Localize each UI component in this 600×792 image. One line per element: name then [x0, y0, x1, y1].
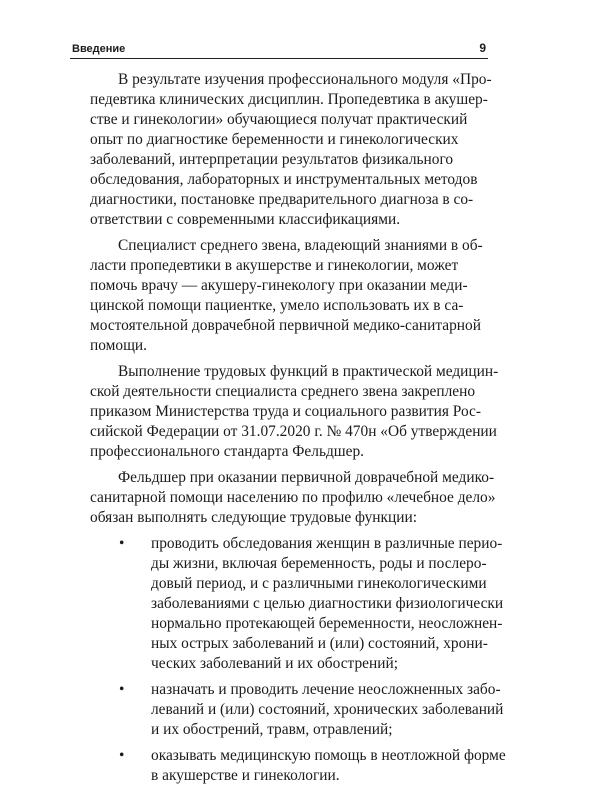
text-line: заболеваниями с целью диагностики физиологически — [151, 595, 504, 612]
text-line: ской деятельности специалиста среднего звена закреплено — [90, 383, 476, 400]
text-line: ных острых заболеваний и (или) состояний, хрони- — [151, 635, 488, 652]
text-line: назначать и проводить лечение неосложненных забо- — [151, 681, 501, 698]
bullet-icon: • — [119, 747, 125, 764]
text-line: цинской помощи пациентке, умело использовать их в са- — [90, 297, 464, 314]
running-header — [70, 40, 488, 59]
text-body — [90, 70, 506, 792]
text-line: диагностики, постановке предварительного диагноза в со- — [90, 191, 474, 208]
paragraph-learning-outcomes — [90, 70, 490, 230]
text-line: ческих заболеваний и их обострений; — [151, 655, 398, 672]
page-number: 9 — [479, 41, 486, 55]
text-line: леваний и (или) состояний, хронических заболеваний — [151, 701, 504, 718]
text-line: помочь врачу — акушеру-гинекологу при оказании меди- — [90, 277, 468, 294]
text-line: ответствии с современными классификациями. — [90, 211, 401, 228]
text-line: помощи. — [90, 337, 148, 354]
text-line: приказом Министерства труда и социального развития Рос- — [90, 403, 482, 420]
text-line: в акушерстве и гинекологии. — [151, 767, 340, 784]
list-item — [90, 746, 506, 786]
text-line: опыт по диагностике беременности и гинекологических — [90, 131, 459, 148]
text-line: ды жизни, включая беременность, роды и послеро- — [151, 555, 487, 572]
text-line: довый период, и с различными гинекологическими — [151, 575, 487, 592]
text-line: Выполнение трудовых функций в практической медицин- — [118, 363, 499, 380]
text-line: ласти пропедевтики в акушерстве и гинекологии, может — [90, 257, 459, 274]
duties-list — [90, 534, 506, 786]
bullet-icon: • — [119, 681, 125, 698]
paragraph-paramedic-duties — [90, 468, 496, 528]
paragraph-labor-functions — [90, 362, 499, 462]
text-line: В результате изучения профессионального модуля «Про- — [118, 71, 492, 88]
text-line: педевтика клинических дисциплин. Пропедевтика в акушер- — [90, 91, 488, 108]
list-item — [90, 534, 504, 674]
text-line: стве и гинекологии» обучающиеся получат практический — [90, 111, 468, 128]
paragraph-specialist — [90, 236, 490, 356]
text-line: оказывать медицинскую помощь в неотложной форме — [151, 747, 506, 764]
text-line: и их обострений, травм, отравлений; — [151, 721, 393, 738]
text-line: нормально протекающей беременности, неосложнен- — [151, 615, 503, 632]
section-title: Введение — [72, 43, 126, 55]
text-line: заболеваний, интерпретации результатов физикального — [90, 151, 454, 168]
list-item — [90, 680, 504, 740]
text-line: профессионального стандарта Фельдшер. — [90, 443, 365, 460]
text-line: обследования, лабораторных и инструментальных методов — [90, 171, 478, 188]
text-line: санитарной помощи населению по профилю «лечебное дело» — [90, 489, 496, 506]
text-line: сийской Федерации от 31.07.2020 г. № 470н «Об утверждении — [90, 423, 497, 440]
bullet-icon: • — [119, 535, 125, 552]
text-line: обязан выполнять следующие трудовые функции: — [90, 509, 417, 526]
text-line: мостоятельной доврачебной первичной медико-санитарной — [90, 317, 481, 334]
text-line: Фельдшер при оказании первичной доврачебной медико- — [118, 469, 495, 486]
text-line: проводить обследования женщин в различные перио- — [151, 535, 503, 552]
text-line: Специалист среднего звена, владеющий знаниями в об- — [118, 237, 483, 254]
